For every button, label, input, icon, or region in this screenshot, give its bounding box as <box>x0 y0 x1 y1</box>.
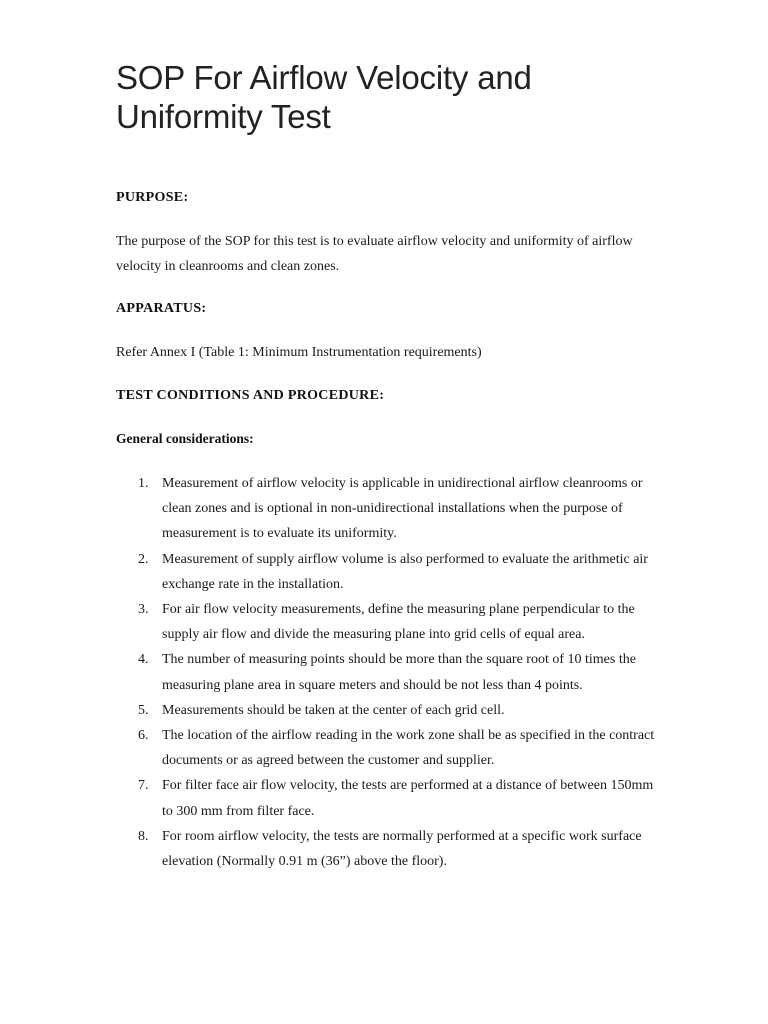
general-considerations-heading: General considerations: <box>116 431 254 446</box>
list-item-text: Measurements should be taken at the center of each grid cell. <box>162 702 505 718</box>
list-item-number: 2. <box>138 551 149 567</box>
procedure-heading: TEST CONDITIONS AND PROCEDURE: <box>116 388 385 403</box>
document-title: SOP For Airflow Velocity and Uniformity Test <box>116 59 532 135</box>
list-item-text: For filter face air flow velocity, the tests are performed at a distance of between 150mm to 300 mm from filter face. <box>162 778 654 819</box>
list-item-text: Measurement of airflow velocity is applicable in unidirectional airflow cleanrooms or clean zones and is optional in non-unidirectional installations when the purpose of measurement is to evaluate its uniformity. <box>162 476 643 542</box>
list-item-number: 5. <box>138 702 149 718</box>
list-item-number: 8. <box>138 828 149 844</box>
list-item <box>116 647 656 697</box>
list-item-text: The number of measuring points should be more than the square root of 10 times the measuring plane area in square meters and should be not less than 4 points. <box>162 652 636 693</box>
purpose-text: The purpose of the SOP for this test is to evaluate airflow velocity and uniformity of airflow velocity in cleanrooms and clean zones. <box>116 234 633 274</box>
list-item-text: The location of the airflow reading in the work zone shall be as specified in the contract documents or as agreed between the customer and supplier. <box>162 728 655 769</box>
list-item-number: 6. <box>138 728 149 744</box>
list-item <box>116 723 656 773</box>
list-item-number: 1. <box>138 476 149 491</box>
list-item <box>116 547 656 597</box>
list-item-text: For air flow velocity measurements, define the measuring plane perpendicular to the supply air flow and divide the measuring plane into grid cells of equal area. <box>162 602 635 643</box>
list-item <box>116 824 656 874</box>
list-item-text: For room airflow velocity, the tests are normally performed at a specific work surface elevation (Normally 0.91 m (36”) above the floor). <box>162 828 642 870</box>
list-item <box>116 773 656 823</box>
apparatus-text: Refer Annex I (Table 1: Minimum Instrumentation requirements) <box>116 345 482 360</box>
list-item <box>116 597 656 647</box>
list-item-number: 4. <box>138 652 149 668</box>
list-item-number: 7. <box>138 778 149 794</box>
apparatus-heading: APPARATUS: <box>116 301 207 316</box>
list-item <box>116 698 656 723</box>
document-page <box>116 58 656 874</box>
list-item <box>116 471 656 547</box>
list-item-number: 3. <box>138 602 149 618</box>
purpose-heading: PURPOSE: <box>116 190 189 205</box>
list-item-text: Measurement of supply airflow volume is also performed to evaluate the arithmetic air exchange rate in the installation. <box>162 551 648 592</box>
considerations-list <box>116 471 656 874</box>
